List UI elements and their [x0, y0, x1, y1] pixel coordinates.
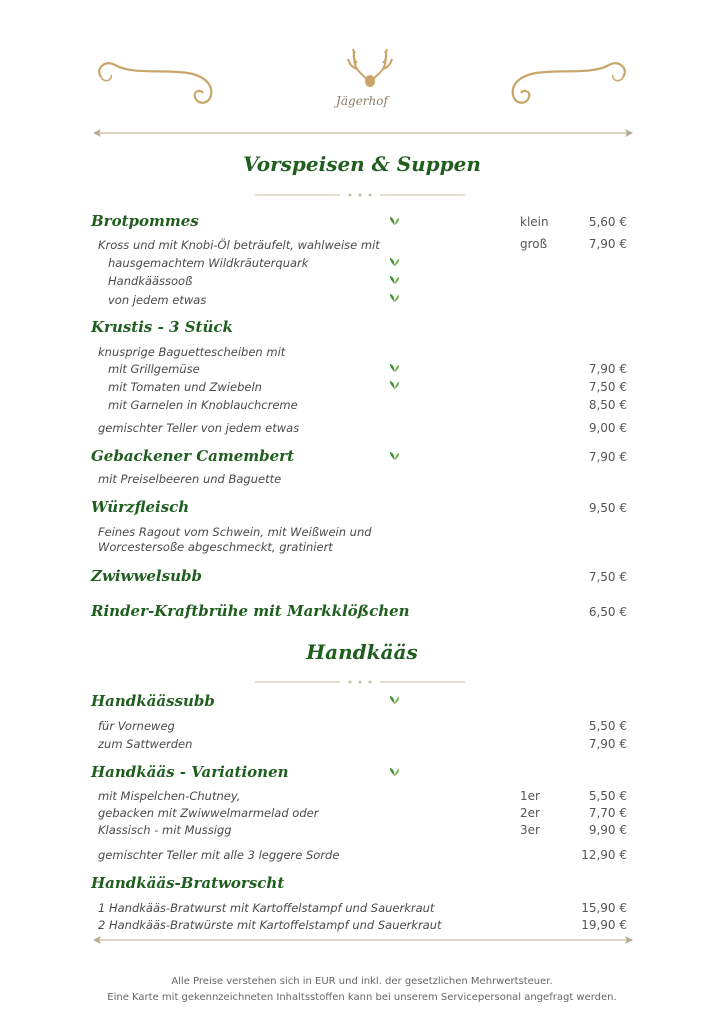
leaf-icon: [389, 362, 400, 373]
item-title-bratworscht: Handkääs-Bratworscht: [91, 874, 285, 892]
price: 7,50 €: [588, 380, 627, 394]
price: 7,90 €: [588, 362, 627, 376]
section-ornament: [255, 677, 465, 687]
item-title-wuerzfleisch: Würzfleisch: [91, 498, 190, 516]
section-title-handkaes: Handkääs: [306, 640, 418, 664]
leaf-icon: [389, 274, 400, 285]
footer-note-prices: Alle Preise verstehen sich in EUR und inkl. der gesetzlichen Mehrwertsteuer.: [171, 976, 553, 987]
price: 5,60 €: [588, 215, 627, 229]
brand-name: Jägerhof: [336, 94, 388, 108]
option-label: Handkäässooß: [108, 274, 193, 288]
leaf-icon: [389, 450, 400, 461]
leaf-icon: [389, 215, 400, 226]
price: 7,50 €: [588, 570, 627, 584]
size-label: 2er: [520, 806, 540, 820]
leaf-icon: [389, 292, 400, 303]
right-flourish: [506, 55, 631, 115]
bottom-divider: [93, 935, 633, 945]
option-label: 1 Handkääs-Bratwurst mit Kartoffelstampf und Sauerkraut: [98, 901, 435, 915]
price: 15,90 €: [581, 901, 627, 915]
price: 12,90 €: [581, 848, 627, 862]
item-desc: mit Preiselbeeren und Baguette: [98, 472, 282, 486]
footer-note-allergens: Eine Karte mit gekennzeichneten Inhaltsstoffen kann bei unserem Servicepersonal angefragt werden.: [107, 992, 617, 1003]
price: 9,50 €: [588, 501, 627, 515]
leaf-icon: [389, 256, 400, 267]
size-label: 3er: [520, 823, 540, 837]
option-label: für Vorneweg: [98, 719, 175, 733]
option-label: zum Sattwerden: [98, 737, 193, 751]
item-title-handkaessubb: Handkäässubb: [91, 692, 215, 710]
leaf-icon: [389, 694, 400, 705]
deer-antler-icon: [345, 45, 395, 90]
section-title-vorspeisen: Vorspeisen & Suppen: [243, 152, 481, 176]
option-label: 2 Handkääs-Bratwürste mit Kartoffelstampf und Sauerkraut: [98, 918, 442, 932]
option-label: gemischter Teller von jedem etwas: [98, 421, 300, 435]
price: 7,70 €: [588, 806, 627, 820]
item-desc: Kross und mit Knobi-Öl beträufelt, wahlweise mit: [98, 238, 380, 252]
item-title-kraftbruehe: Rinder-Kraftbrühe mit Markklößchen: [91, 602, 410, 620]
item-title-krustis: Krustis - 3 Stück: [91, 318, 233, 336]
item-title-camembert: Gebackener Camembert: [91, 447, 295, 465]
size-label: groß: [520, 237, 548, 251]
item-title-brotpommes: Brotpommes: [91, 212, 199, 230]
price: 7,90 €: [588, 237, 627, 251]
price: 9,00 €: [588, 421, 627, 435]
option-label: von jedem etwas: [108, 293, 207, 307]
option-label: mit Grillgemüse: [108, 362, 200, 376]
option-label: Klassisch - mit Mussigg: [98, 823, 232, 837]
leaf-icon: [389, 379, 400, 390]
price: 5,50 €: [588, 719, 627, 733]
option-label: mit Mispelchen-Chutney,: [98, 789, 241, 803]
item-desc: Worcestersoße abgeschmeckt, gratiniert: [98, 540, 333, 554]
leaf-icon: [389, 766, 400, 777]
item-title-zwiwwelsubb: Zwiwwelsubb: [91, 567, 202, 585]
price: 8,50 €: [588, 398, 627, 412]
size-label: klein: [520, 215, 549, 229]
price: 7,90 €: [588, 737, 627, 751]
size-label: 1er: [520, 789, 540, 803]
option-label: mit Tomaten und Zwiebeln: [108, 380, 262, 394]
option-label: mit Garnelen in Knoblauchcreme: [108, 398, 298, 412]
top-divider: [93, 128, 633, 138]
item-title-variationen: Handkääs - Variationen: [91, 763, 289, 781]
price: 6,50 €: [588, 605, 627, 619]
item-desc: Feines Ragout vom Schwein, mit Weißwein und: [98, 525, 372, 539]
price: 9,90 €: [588, 823, 627, 837]
price: 19,90 €: [581, 918, 627, 932]
price: 5,50 €: [588, 789, 627, 803]
left-flourish: [93, 55, 218, 115]
option-label: hausgemachtem Wildkräuterquark: [108, 256, 309, 270]
price: 7,90 €: [588, 450, 627, 464]
option-label: gebacken mit Zwiwwelmarmelad oder: [98, 806, 319, 820]
option-label: gemischter Teller mit alle 3 leggere Sorde: [98, 848, 340, 862]
section-ornament: [255, 190, 465, 200]
item-desc: knusprige Baguettescheiben mit: [98, 345, 286, 359]
